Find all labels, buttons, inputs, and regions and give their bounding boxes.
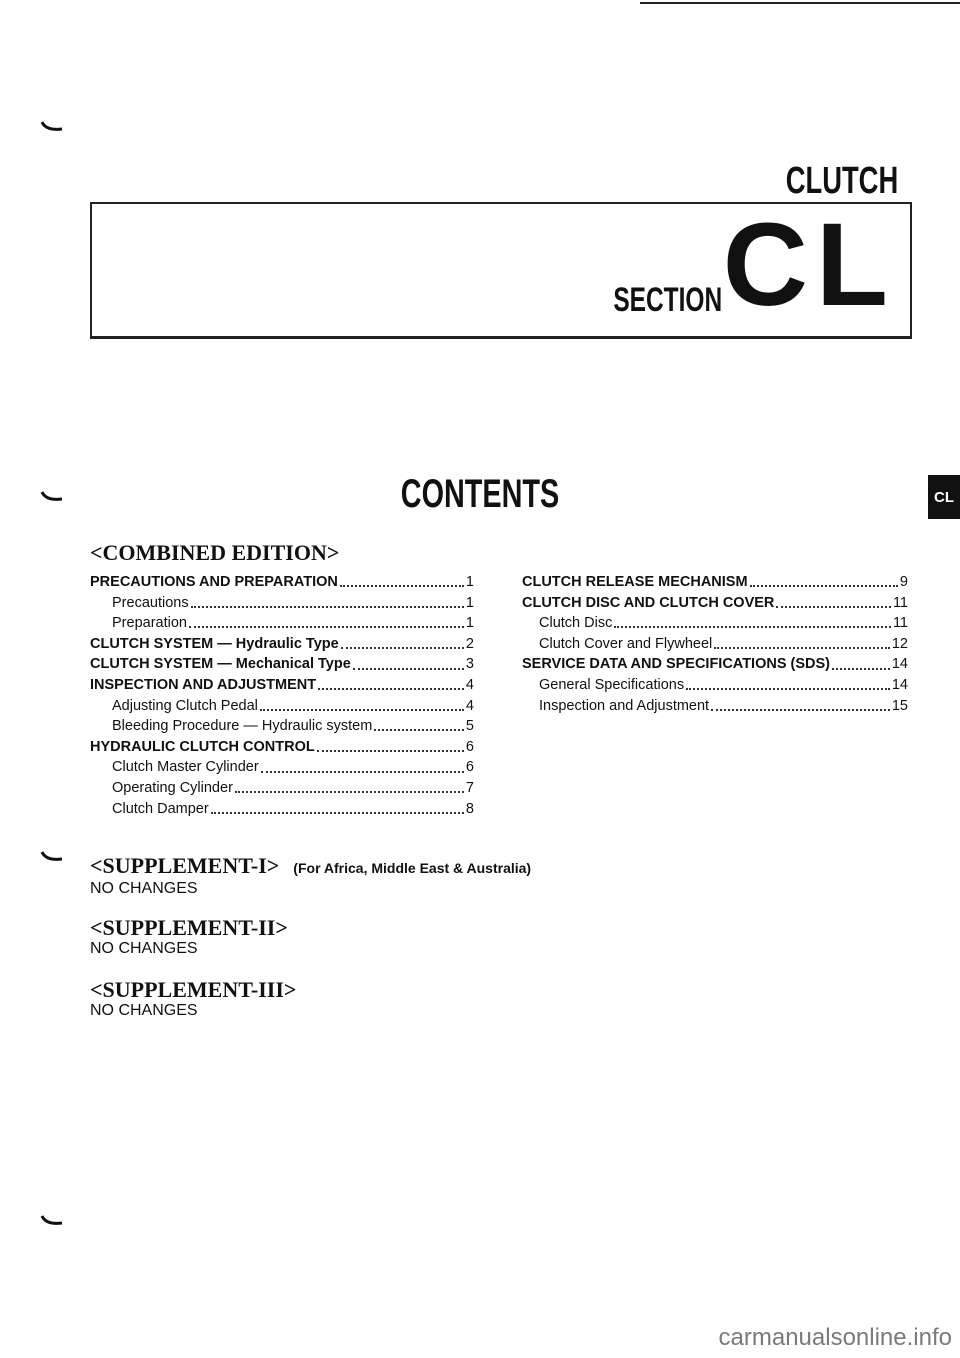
supplement-block <box>90 916 288 958</box>
toc-entry[interactable]: CLUTCH RELEASE MECHANISM 9 <box>522 574 908 590</box>
toc-entry[interactable]: Clutch Master Cylinder 6 <box>112 759 474 776</box>
toc-entry[interactable]: PRECAUTIONS AND PREPARATION 1 <box>90 574 474 590</box>
toc-entry[interactable]: CLUTCH SYSTEM — Mechanical Type 3 <box>90 656 474 673</box>
corner-tick-icon <box>40 120 64 134</box>
toc-entry[interactable]: Clutch Damper 8 <box>112 800 474 817</box>
toc-entry[interactable]: CLUTCH SYSTEM — Hydraulic Type 2 <box>90 635 474 652</box>
supplement-heading: <SUPPLEMENT-III> <box>90 977 297 1002</box>
toc-entry[interactable]: Clutch Cover and Flywheel 12 <box>539 635 908 652</box>
supplement-block <box>90 978 296 1020</box>
section-code: CL <box>722 199 896 331</box>
toc-entry[interactable]: CLUTCH DISC AND CLUTCH COVER 11 <box>522 594 908 611</box>
corner-tick-icon <box>40 1214 64 1228</box>
supplement-note: (For Africa, Middle East & Australia) <box>293 860 532 876</box>
watermark: carmanualsonline.info <box>718 1324 952 1351</box>
chapter-title: CLUTCH <box>785 160 898 202</box>
section-box <box>90 199 912 339</box>
corner-tick-icon <box>40 850 64 864</box>
top-rule <box>640 2 960 4</box>
contents-heading <box>0 472 960 517</box>
toc-right-column <box>522 572 908 716</box>
toc-entry[interactable]: Operating Cylinder 7 <box>112 779 474 796</box>
toc-entry[interactable]: Bleeding Procedure — Hydraulic system 5 <box>112 718 474 735</box>
toc-entry[interactable]: General Specifications 14 <box>539 676 908 693</box>
supplement-status: NO CHANGES <box>90 1002 198 1019</box>
section-tab[interactable]: CL <box>928 475 960 519</box>
toc-entry[interactable]: Preparation 1 <box>112 615 474 632</box>
toc-entry[interactable]: INSPECTION AND ADJUSTMENT 4 <box>90 676 474 693</box>
supplement-heading: <SUPPLEMENT-I> <box>90 853 280 878</box>
edition-heading: <COMBINED EDITION> <box>90 540 340 565</box>
toc-left-column <box>90 572 474 819</box>
supplement-status: NO CHANGES <box>90 940 198 957</box>
toc-entry[interactable]: Clutch Disc 11 <box>539 615 908 632</box>
supplement-block <box>90 854 531 898</box>
toc-entry[interactable]: HYDRAULIC CLUTCH CONTROL 6 <box>90 738 474 755</box>
section-label: SECTION <box>613 281 722 319</box>
toc-entry[interactable]: Precautions 1 <box>112 594 474 611</box>
toc-entry[interactable]: Inspection and Adjustment 15 <box>539 697 908 714</box>
toc-entry[interactable]: SERVICE DATA AND SPECIFICATIONS (SDS) 14 <box>522 656 908 673</box>
contents-heading-text: CONTENTS <box>400 472 560 516</box>
toc-entry[interactable]: Adjusting Clutch Pedal 4 <box>112 697 474 714</box>
supplement-heading: <SUPPLEMENT-II> <box>90 915 288 940</box>
supplement-status: NO CHANGES <box>90 880 198 897</box>
